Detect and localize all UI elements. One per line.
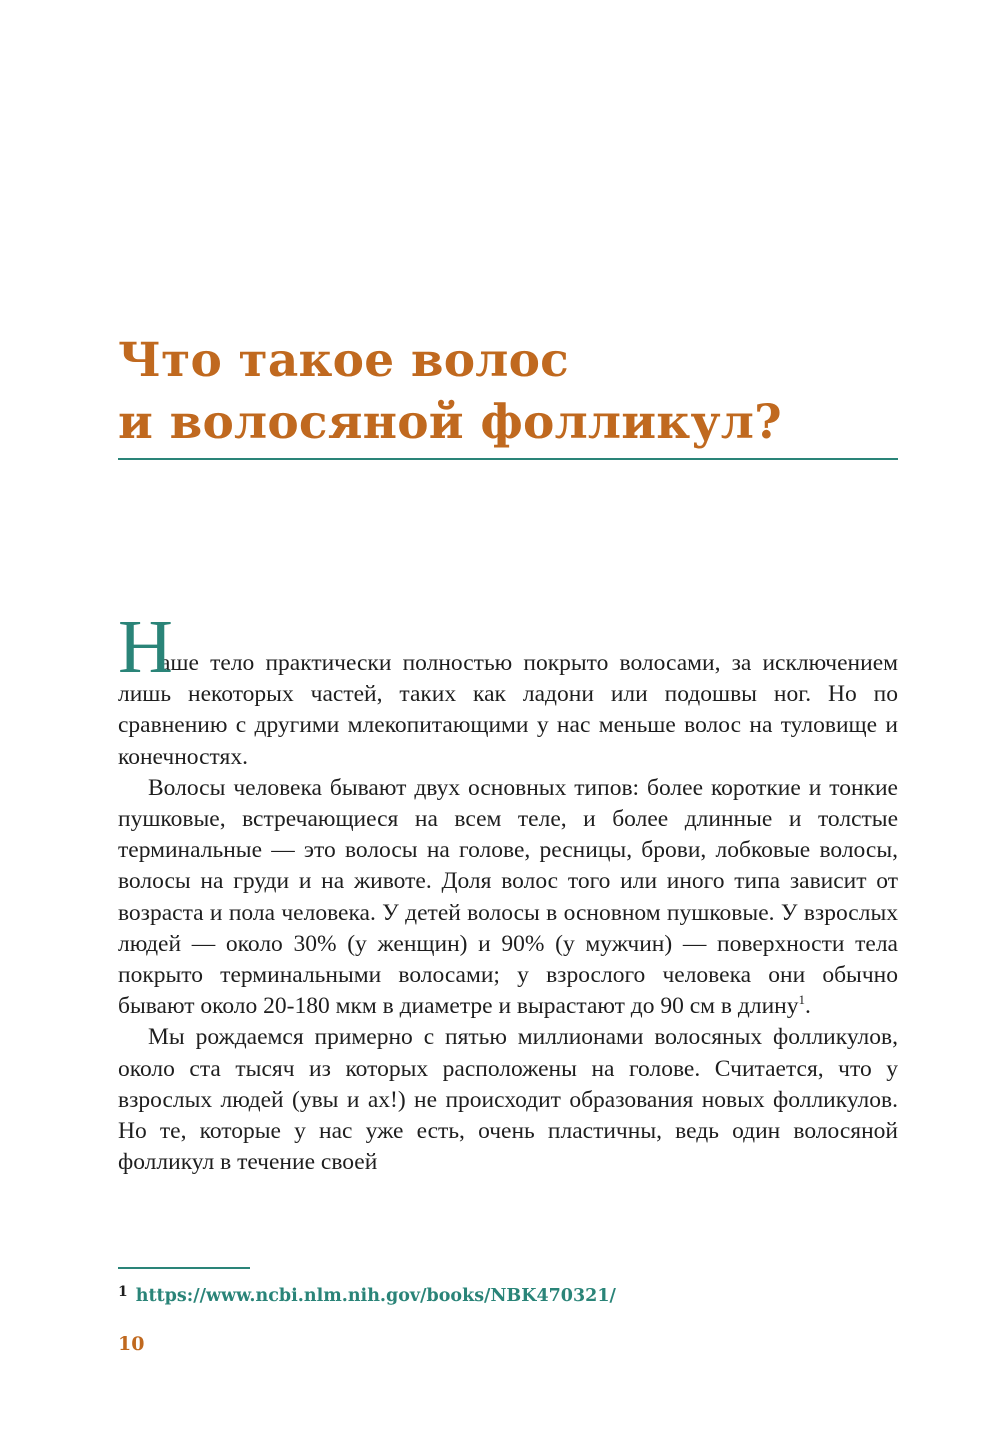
drop-cap: Н: [118, 605, 173, 689]
paragraph-3: [118, 1022, 898, 1178]
page-number: 10: [118, 1333, 145, 1355]
body-text: [118, 605, 898, 1178]
paragraph-2-end: .: [804, 993, 811, 1020]
footnote: [118, 1280, 616, 1308]
paragraph-2: [118, 773, 898, 1023]
footnote-divider: [118, 1267, 250, 1269]
chapter-title-line-2: и волосяной фолликул?: [118, 395, 782, 450]
chapter-title-line-1: Что такое волос: [118, 333, 569, 388]
paragraph-1: [118, 605, 898, 773]
chapter-title: [118, 330, 898, 454]
footnote-number: 1: [118, 1284, 128, 1300]
paragraph-1-text: аше тело практически полностью покрыто волосами, за исключением лишь некоторых частей, таких как ладони или подошвы ног. Но по сравнению с другими млекопитающими у нас меньше волос на туловище и конечностях.: [118, 650, 898, 770]
paragraph-3-text: Мы рождаемся примерно с пятью миллионами волосяных фолликулов, около ста тысяч из которых расположены на голове. Считается, что у взрослых людей (увы и ах!) не происходит образования новых фолликулов. Но те, которые у нас уже есть, очень пластичны, ведь один волосяной фолликул в течение своей: [118, 1024, 898, 1176]
paragraph-2-text: Волосы человека бывают двух основных типов: более короткие и тонкие пушковые, встречающиеся на всем теле, и более длинные и толстые терминальные — это волосы на голове, ресницы, брови, лобковые волосы, волосы на груди и на животе. Доля волос того или иного типа зависит от возраста и пола человека. У детей волосы в основном пушковые. У взрослых людей — около 30% (у женщин) и 90% (у мужчин) — поверхности тела покрыто терминальными волосами; у взрослого человека они обычно бывают около 20-180 мкм в диаметре и вырастают до 90 см в длину: [118, 774, 898, 1020]
title-divider: [118, 458, 898, 460]
footnote-reference[interactable]: 1: [798, 992, 805, 1008]
footnote-link[interactable]: https://www.ncbi.nlm.nih.gov/books/NBK470321/: [135, 1286, 616, 1306]
